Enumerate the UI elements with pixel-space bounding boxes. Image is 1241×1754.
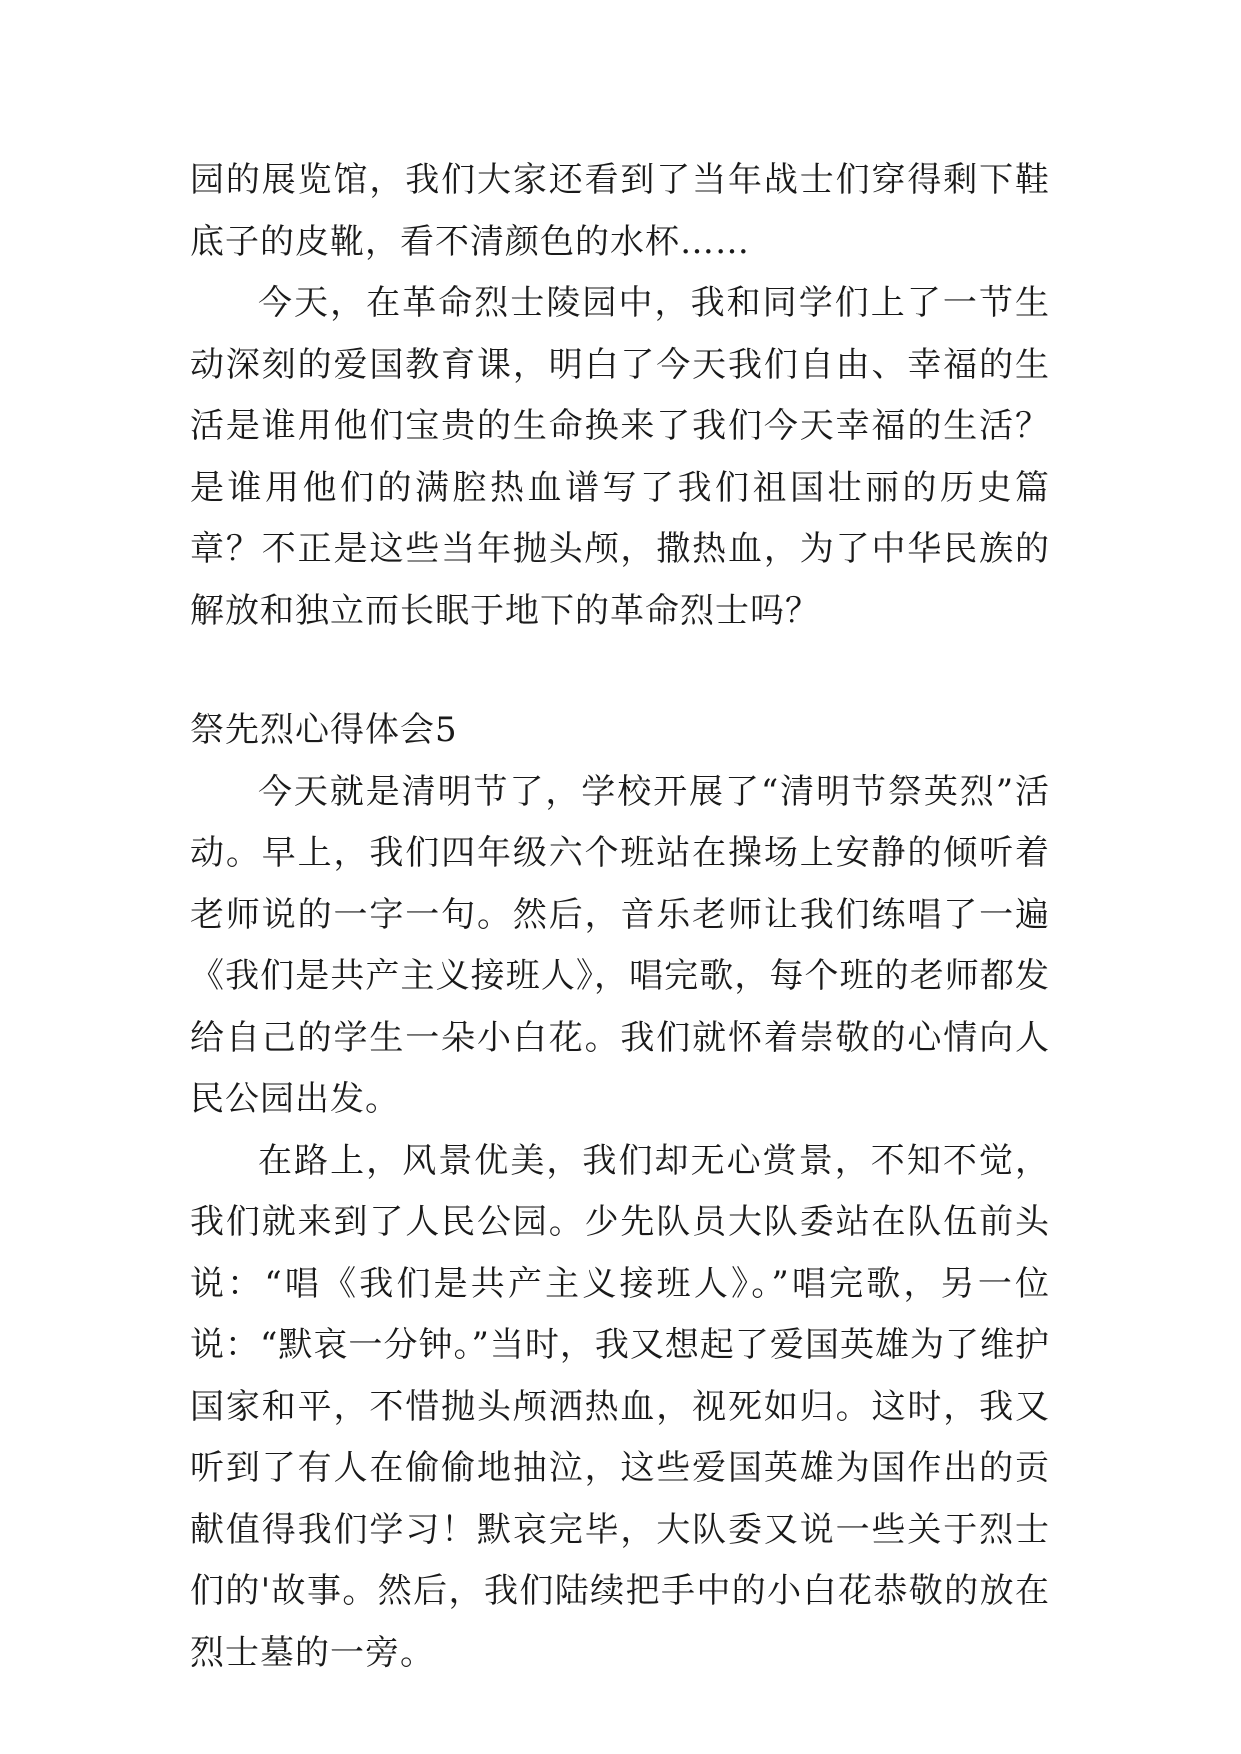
paragraph-2: 今天就是清明节了，学校开展了“清明节祭英烈”活动。早上，我们四年级六个班站在操场上安静的倾听着老师说的一字一句。然后，音乐老师让我们练唱了一遍《我们是共产主义接班人》，唱完歌，每个班的老师都发给自己的学生一朵小白花。我们就怀着崇敬的心情向人民公园出发。: [190, 771, 1050, 1119]
document-body: [190, 150, 1050, 1684]
paragraph-3: 在路上，风景优美，我们却无心赏景，不知不觉，我们就来到了人民公园。少先队员大队委站在队伍前头说：“唱《我们是共产主义接班人》。”唱完歌，另一位说：“默哀一分钟。”当时，我又想起了爱国英雄为了维护国家和平，不惜抛头颅洒热血，视死如归。这时，我又听到了有人在偷偷地抽泣，这些爱国英雄为国作出的贡献值得我们学习！默哀完毕，大队委又说一些关于烈士们的'故事。然后，我们陆续把手中的小白花恭敬的放在烈士墓的一旁。: [190, 1140, 1050, 1673]
paragraph-1: 今天，在革命烈士陵园中，我和同学们上了一节生动深刻的爱国教育课，明白了今天我们自由、幸福的生活是谁用他们宝贵的生命换来了我们今天幸福的生活？是谁用他们的满腔热血谱写了我们祖国壮丽的历史篇章？不正是这些当年抛头颅，撒热血，为了中华民族的解放和独立而长眠于地下的革命烈士吗？: [190, 283, 1050, 631]
section-title: 祭先烈心得体会5: [190, 710, 458, 750]
continuation-paragraph: 园的展览馆，我们大家还看到了当年战士们穿得剩下鞋底子的皮靴，看不清颜色的水杯……: [190, 160, 1050, 262]
